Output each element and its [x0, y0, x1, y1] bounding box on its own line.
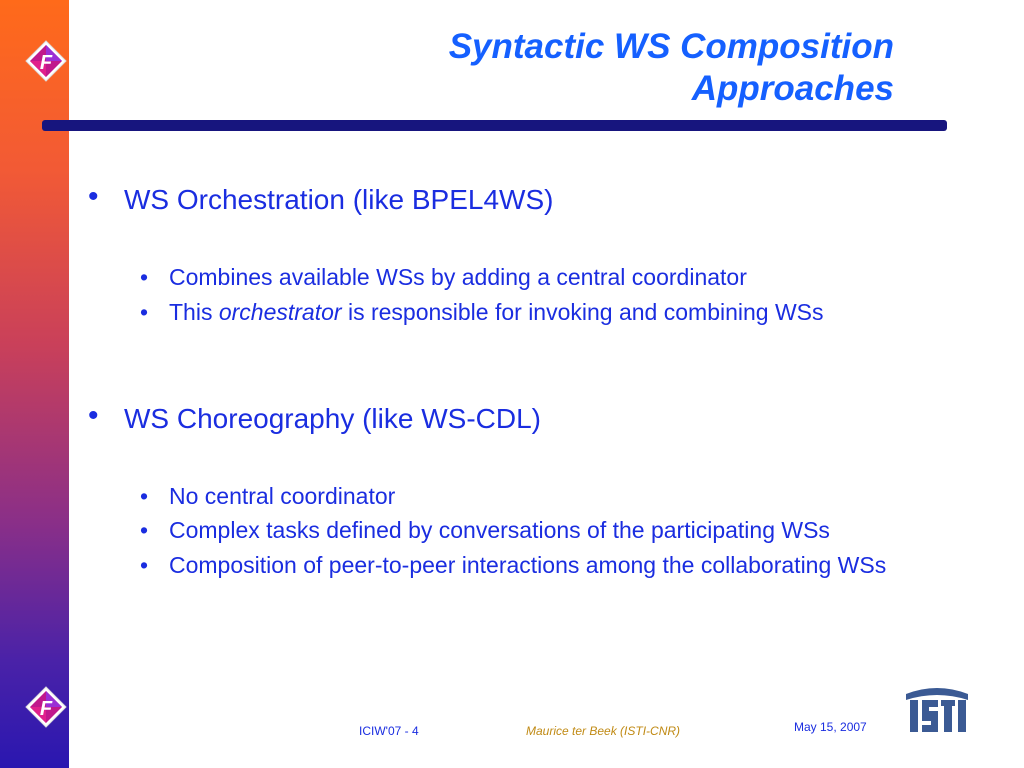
list-item-text [169, 299, 999, 326]
list-item-text: Complex tasks defined by conversations of the participating WSs [169, 517, 830, 543]
list-item-text-after: is responsible for invoking and combining WSs [341, 299, 824, 325]
list-item-text: No central coordinator [169, 483, 396, 509]
list-item-text: Composition of peer-to-peer interactions among the collaborating WSs [169, 552, 887, 578]
list-item-emphasis: orchestrator [218, 299, 342, 325]
slide-title-line1: Syntactic WS Composition [448, 27, 894, 66]
bullet-dot: • [140, 264, 149, 290]
isti-logo-icon [904, 684, 970, 736]
f-diamond-logo-icon [24, 685, 68, 729]
list-item-text-before: This [169, 299, 219, 325]
footer-slide-id: ICIW'07 - 4 [359, 724, 419, 738]
bullet-dot: • [140, 483, 149, 509]
f-diamond-logo-icon [24, 39, 68, 83]
logo-letter: F [39, 52, 53, 74]
list-item-text: Combines available WSs by adding a central coordinator [169, 264, 747, 290]
slide-title-line2: Approaches [691, 69, 894, 108]
slide-title [194, 26, 894, 110]
title-underline-bar [42, 120, 947, 131]
sidebar-gradient [0, 0, 69, 768]
bullet-dot: • [88, 399, 99, 432]
footer-date: May 15, 2007 [794, 720, 867, 734]
footer-author: Maurice ter Beek (ISTI-CNR) [526, 724, 681, 738]
bullet-dot: • [140, 552, 149, 578]
bullet-dot: • [88, 180, 99, 213]
bullet-dot: • [140, 299, 149, 325]
bullet-dot: • [140, 517, 149, 543]
section-heading-text: WS Choreography (like WS-CDL) [124, 403, 541, 434]
section-heading-text: WS Orchestration (like BPEL4WS) [124, 184, 554, 215]
logo-letter: F [39, 698, 53, 720]
